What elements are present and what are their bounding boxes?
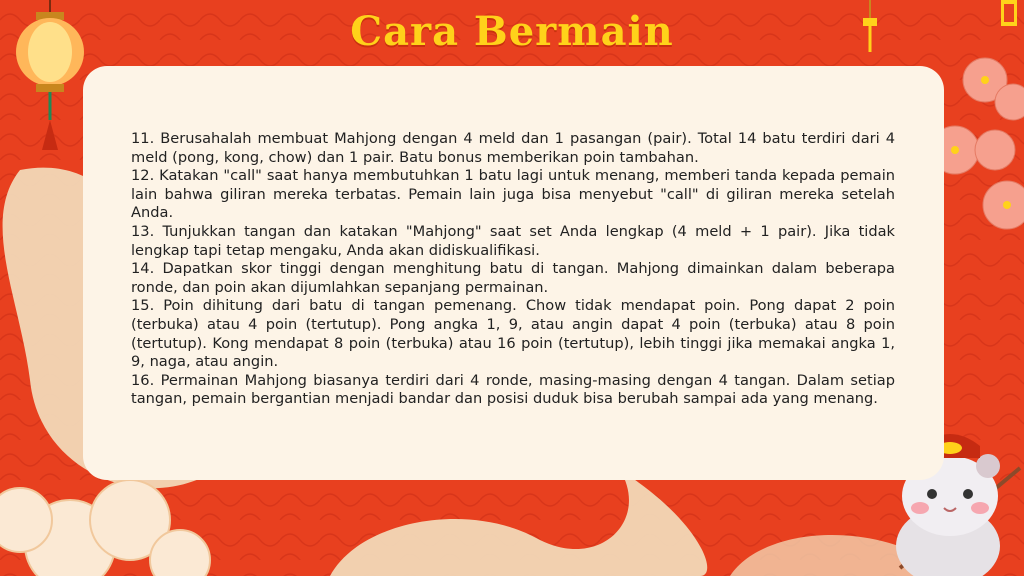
rule-paragraph: 15. Poin dihitung dari batu di tangan pemenang. Chow tidak mendapat poin. Pong dapat 2 poin (terbuka) atau 4 poin (tertutup). Pong angka 1, 9, atau angin dapat 4 poin (terbuka) atau 8 poin (tertutup). Kong mendapat 8 poin (terbuka) atau 16 poin (tertutup), lebih tinggi jika memakai angka 1, 9, naga, atau angin. [131,297,895,371]
rule-paragraph: 11. Berusahalah membuat Mahjong dengan 4 meld dan 1 pasangan (pair). Total 14 batu terdiri dari 4 meld (pong, kong, chow) dan 1 pair. Batu bonus memberikan poin tambahan. [131,130,895,166]
rule-paragraph: 14. Dapatkan skor tinggi dengan menghitung batu di tangan. Mahjong dimainkan dalam beberapa ronde, dan poin akan dijumlahkan sepanjang permainan. [131,260,895,296]
rule-paragraph: 16. Permainan Mahjong biasanya terdiri dari 4 ronde, masing-masing dengan 4 tangan. Dalam setiap tangan, pemain bergantian menjadi bandar dan posisi duduk bisa berubah sampai ada yang menang. [131,371,895,408]
rules-text [131,130,895,409]
rule-paragraph: 12. Katakan "call" saat hanya membutuhkan 1 batu lagi untuk menang, memberi tanda kepada pemain lain bahwa giliran mereka terbatas. Pemain lain juga bisa menyebut "call" di giliran mereka setelah Anda. [131,167,895,222]
slide-title: Cara Bermain [350,8,674,55]
rule-paragraph: 13. Tunjukkan tangan dan katakan "Mahjong" saat set Anda lengkap (4 meld + 1 pair). Jika tidak lengkap tapi tetap mengaku, Anda akan didiskualifikasi. [131,222,895,259]
